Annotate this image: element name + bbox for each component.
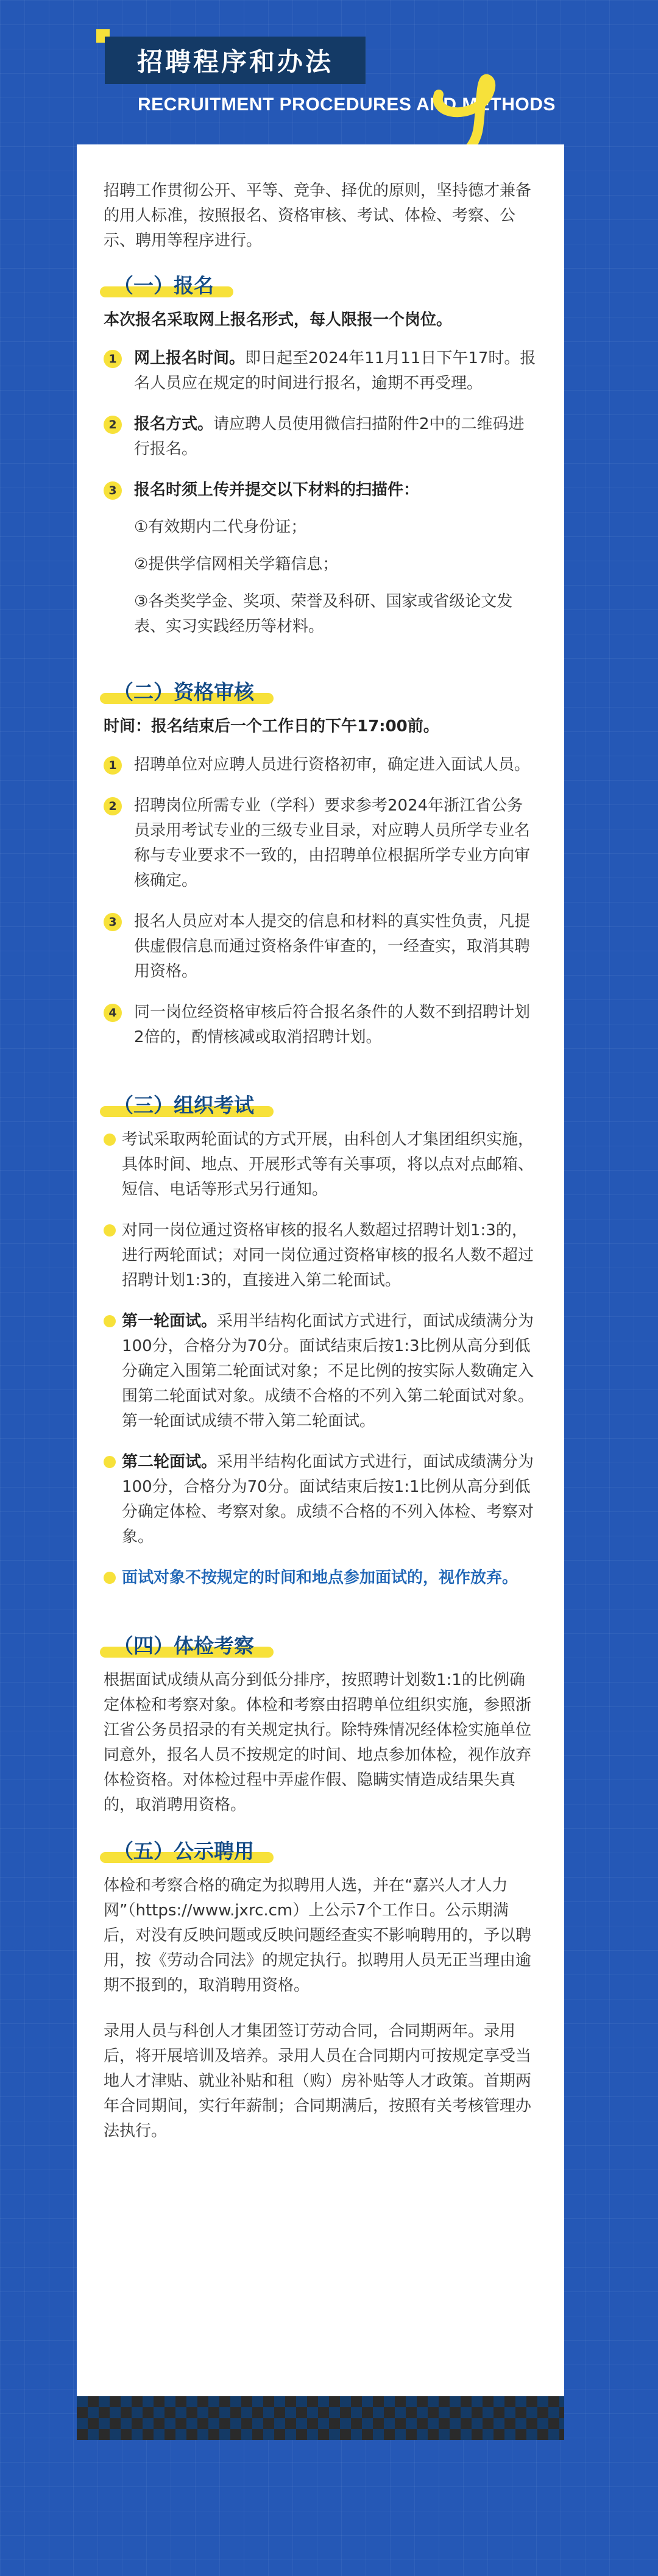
list-item: 2 招聘岗位所需专业（学科）要求参考2024年浙江省公务员录用考试专业的三级专业目录，对应聘人员所学专业名称与专业要求不一致的，由招聘单位根据所学专业方向审核确定。 [104, 793, 537, 893]
list-item: 第二轮面试。采用半结构化面试方式进行，面试成绩满分为100分，合格分为70分。面试结束后按1:1比例从高分到低分确定体检、考察对象。成绩不合格的不列入体检、考察对象。 [104, 1450, 537, 1550]
number-badge: 2 [104, 416, 122, 434]
intro-text: 招聘工作贯彻公开、平等、竞争、择优的原则，坚持德才兼备的用人标准，按照报名、资格审核、考试、体检、考察、公示、聘用等程序进行。 [104, 182, 532, 250]
list-item: 1 网上报名时间。即日起至2024年11月11日下午17时。报名人员应在规定的时间进行报名，逾期不再受理。 [104, 346, 537, 396]
notice-item [104, 1566, 537, 1591]
section-lead: 时间：报名结束后一个工作日的下午17:00前。 [104, 717, 439, 736]
list-item: 3 报名时须上传并提交以下材料的扫描件： [104, 478, 537, 503]
sub-item: ①有效期内二代身份证； [134, 518, 307, 536]
title-box [105, 37, 366, 84]
list-item: 4 同一岗位经资格审核后符合报名条件的人数不到招聘计划2倍的，酌情核减或取消招聘计划。 [104, 1000, 537, 1050]
section-heading-exam: （三）组织考试 [110, 1093, 267, 1118]
notice-text: 面试对象不按规定的时间和地点参加面试的，视作放弃。 [122, 1569, 518, 1587]
section-paragraph: 录用人员与科创人才集团签订劳动合同，合同期两年。录用后，将开展培训及培养。录用人员在合同期内可按规定享受当地人才津贴、就业补贴和租（购）房补贴等人才政策。首期两年合同期间，实行年薪制；合同期满后，按照有关考核管理办法执行。 [104, 2022, 532, 2140]
section-lead: 本次报名采取网上报名形式，每人限报一个岗位。 [104, 311, 453, 329]
number-badge: 1 [104, 756, 122, 775]
page-title: 招聘程序和办法 [136, 47, 333, 77]
list-item: 考试采取两轮面试的方式开展，由科创人才集团组织实施，具体时间、地点、开展形式等有关事项，将以点对点邮箱、短信、电话等形式另行通知。 [104, 1127, 537, 1202]
sub-item: ③各类奖学金、奖项、荣誉及科研、国家或省级论文发表、实习实践经历等材料。 [134, 592, 513, 636]
list-item: 1 招聘单位对应聘人员进行资格初审，确定进入面试人员。 [104, 753, 537, 778]
section-paragraph: 根据面试成绩从高分到低分排序，按照聘计划数1:1的比例确定体检和考察对象。体检和考察由招聘单位组织实施，参照浙江省公务员招录的有关规定执行。除特殊情况经体检实施单位同意外，报名人员不按规定的时间、地点参加体检，视作放弃体检资格。对体检过程中弄虚作假、隐瞒实情造成结果失真的，取消聘用资格。 [104, 1671, 532, 1814]
list-item: 对同一岗位通过资格审核的报名人数超过招聘计划1:3的，进行两轮面试；对同一岗位通过资格审核的报名人数不超过招聘计划1:3的，直接进入第二轮面试。 [104, 1218, 537, 1293]
bullet-dot-icon [104, 1456, 116, 1468]
section-paragraph: 体检和考察合格的确定为拟聘用人选，并在“嘉兴人才人力网”（https://www.jxrc.cm）上公示7个工作日。公示期满后，对没有反映问题或反映问题经查实不影响聘用的，予以聘用，按《劳动合同法》的规定执行。拟聘用人员无正当理由逾期不报到的，取消聘用资格。 [104, 1876, 532, 1995]
number-badge: 3 [104, 913, 122, 931]
list-item: 3 报名人员应对本人提交的信息和材料的真实性负责，凡提供虚假信息而通过资格条件审查的，一经查实，取消其聘用资格。 [104, 909, 537, 984]
bullet-dot-icon [104, 1224, 116, 1237]
number-badge: 1 [104, 350, 122, 368]
list-item: 2 报名方式。请应聘人员使用微信扫描附件2中的二维码进行报名。 [104, 412, 537, 462]
bullet-dot-icon [104, 1572, 116, 1584]
number-badge: 4 [104, 1004, 122, 1022]
section-heading-registration: （一）报名 [110, 273, 227, 298]
page-header [0, 0, 658, 143]
checker-decor [77, 2396, 564, 2440]
section-heading-physical-exam: （四）体检考察 [110, 1633, 267, 1658]
section-heading-publicity: （五）公示聘用 [110, 1839, 267, 1864]
page-subtitle-en: RECRUITMENT PROCEDURES AND METHODS [138, 94, 556, 115]
list-item: 第一轮面试。采用半结构化面试方式进行，面试成绩满分为100分，合格分为70分。面试结束后按1:3比例从高分到低分确定入围第二轮面试对象；不足比例的按实际人数确定入围第二轮面试对象。成绩不合格的不列入第二轮面试对象。第一轮面试成绩不带入第二轮面试。 [104, 1309, 537, 1434]
number-badge: 2 [104, 797, 122, 815]
section-heading-qualification: （二）资格审核 [110, 679, 267, 704]
number-badge: 3 [104, 481, 122, 500]
bullet-dot-icon [104, 1134, 116, 1146]
sub-item: ②提供学信网相关学籍信息； [134, 555, 339, 573]
bullet-dot-icon [104, 1315, 116, 1327]
content-card [77, 144, 564, 2396]
